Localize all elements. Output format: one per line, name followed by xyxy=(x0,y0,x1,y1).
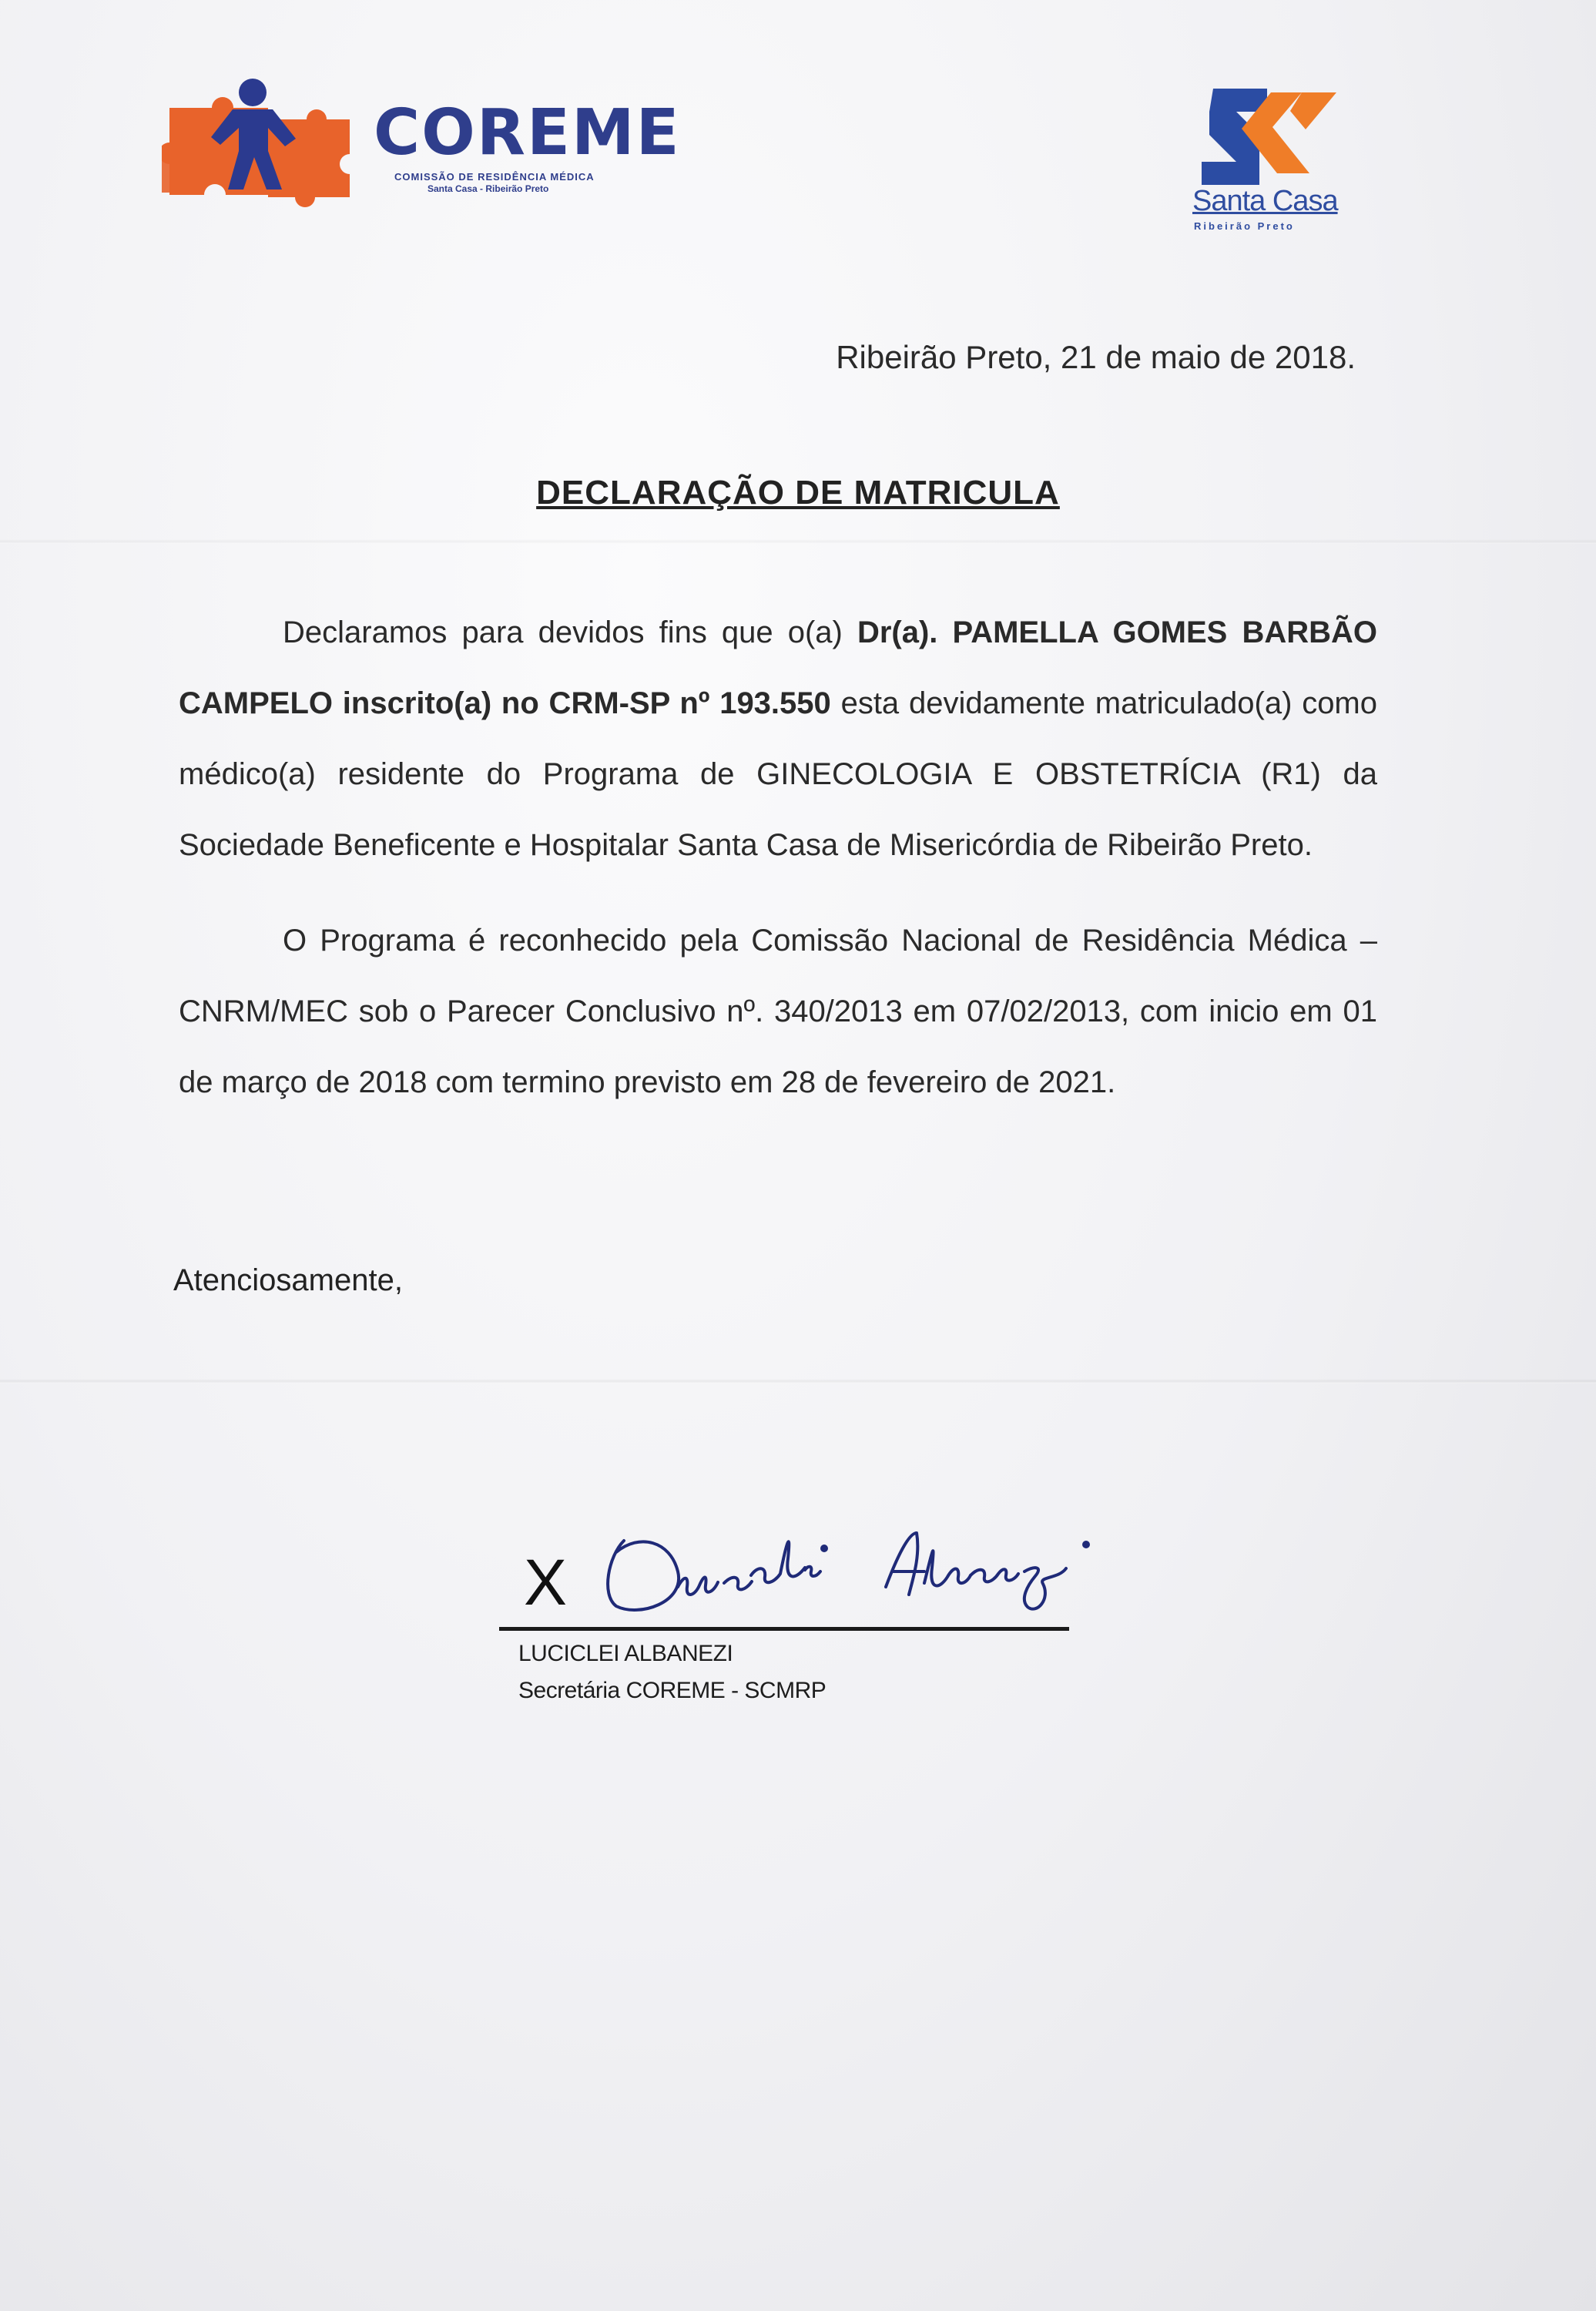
paragraph-1-name: Dr(a). PAMELLA GOMES BARBÃO CAMPELO inscrito(a) no CRM-SP nº 193.550 xyxy=(179,615,1377,720)
coreme-wordmark: COREME xyxy=(374,96,681,169)
santa-casa-name: Santa Casa xyxy=(1192,185,1338,217)
paper-fold xyxy=(0,1379,1596,1384)
coreme-location: Santa Casa - Ribeirão Preto xyxy=(428,183,549,194)
paragraph-2 xyxy=(179,905,1377,1118)
coreme-subtitle: COMISSÃO DE RESIDÊNCIA MÉDICA xyxy=(394,171,595,183)
paragraph-1-rest: esta devidamente matriculado(a) como médico(a) residente do Programa de GINECOLOGIA E OBSTETRÍCIA (R1) da Sociedade Beneficente e Hospitalar Santa Casa de Misericórdia de Ribeirão Preto. xyxy=(179,686,1378,862)
closing-text: Atenciosamente, xyxy=(173,1263,403,1297)
handwritten-signature xyxy=(593,1510,1148,1625)
document-title: DECLARAÇÃO DE MATRICULA xyxy=(536,474,1060,512)
santa-casa-sk-icon xyxy=(1194,89,1340,185)
paragraph-1 xyxy=(179,597,1377,880)
document-date: Ribeirão Preto, 21 de maio de 2018. xyxy=(836,339,1356,375)
santa-casa-logo xyxy=(1186,85,1363,239)
signature-x-mark: X xyxy=(524,1546,568,1618)
signer-name: LUCICLEI ALBANEZI xyxy=(518,1641,733,1666)
signer-role: Secretária COREME - SCMRP xyxy=(518,1678,826,1703)
paper-fold xyxy=(0,539,1596,544)
signature-line xyxy=(499,1627,1069,1631)
puzzle-person-icon xyxy=(162,77,362,208)
coreme-logo xyxy=(162,77,701,208)
paragraph-2-text: O Programa é reconhecido pela Comissão Nacional de Residência Médica – CNRM/MEC sob o Parecer Conclusivo nº. 340/2013 em 07/02/2013, com inicio em 01 de março de 2018 com termino previsto em 28 de fevereiro de 2021. xyxy=(179,924,1377,1099)
santa-casa-city: Ribeirão Preto xyxy=(1194,220,1295,232)
document-title-wrap xyxy=(0,474,1596,512)
signature-block xyxy=(493,1510,1109,1641)
paragraph-1-intro: Declaramos para devidos fins que o(a) xyxy=(283,615,857,649)
